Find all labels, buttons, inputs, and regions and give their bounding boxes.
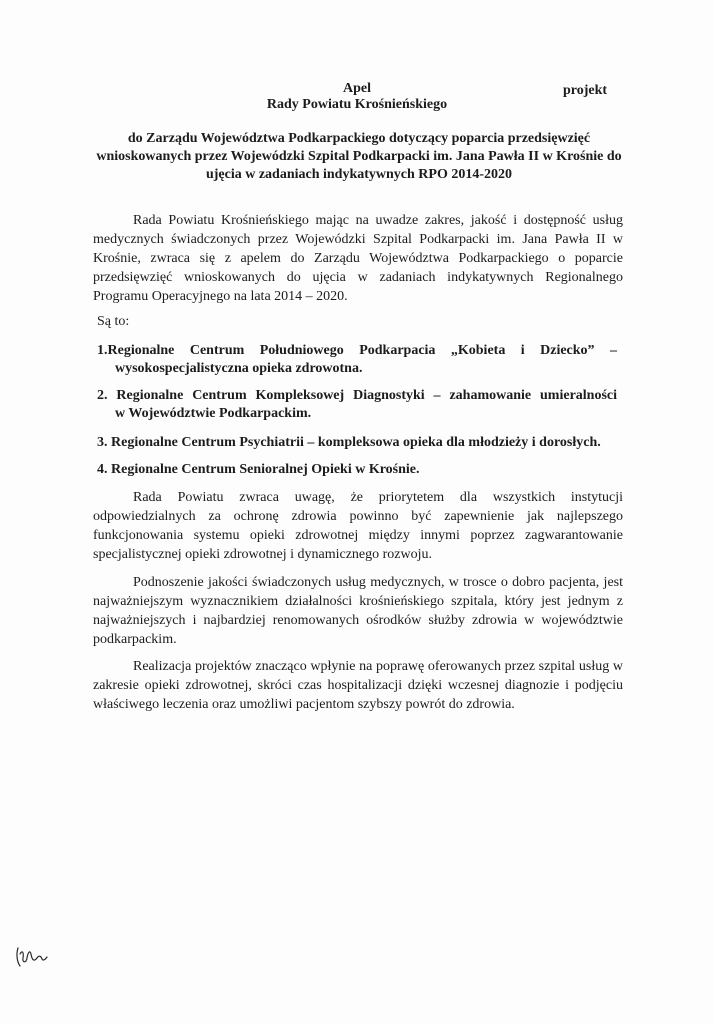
document-issuer: Rady Powiatu Krośnieńskiego [266,97,448,112]
list-item-2-number: 2. [97,388,108,403]
list-intro: Są to: [97,314,130,329]
list-item-1 [97,342,617,378]
draft-status-label: projekt [563,83,608,98]
document-subject: do Zarządu Województwa Podkarpackiego dotyczący poparcia przedsięwzięć wnioskowanych przez Wojewódzki Szpital Podkarpacki im. Jana Pawła II w Krośnie do ujęcia w zadaniach indykatywnych RPO 2014-2020 [96,131,622,182]
list-item-1-number: 1. [97,343,108,358]
list-item-2 [97,387,617,423]
paragraph-projects: Realizacja projektów znacząco wpłynie na poprawę oferowanych przez szpital usług w zakresie opieki zdrowotnej, skróci czas hospitalizacji dzięki wczesnej diagnozie i podjęciu właściwego leczenia oraz umożliwi pacjentom szybszy powrót do zdrowia. [93,659,623,712]
list-item-1-title [97,342,617,360]
intro-paragraph: Rada Powiatu Krośnieńskiego mając na uwadze zakres, jakość i dostępność usług medycznych świadczonych przez Wojewódzki Szpital Podkarpacki im. Jana Pawła II w Krośnie, zwraca się z apelem do Zarządu Województwa Podkarpackiego o poparcie przedsięwzięć wnioskowanych do ujęcia w zadaniach indykatywnych Regionalnego Programu Operacyjnego na lata 2014 – 2020. [93,213,623,304]
list-item-4 [97,461,617,479]
paragraph-priority: Rada Powiatu zwraca uwagę, że priorytetem dla wszystkich instytucji odpowiedzialnych za ochronę zdrowia powinno być zapewnienie jak najlepszego funkcjonowania systemu opieki zdrowotnej między innymi poprzez zagwarantowanie specjalistycznej opieki zdrowotnej i dynamicznego rozwoju. [93,490,623,562]
list-item-3-number: 3. [97,435,108,450]
list-item-2-title [97,387,617,405]
document-title: Apel [343,81,371,96]
paragraph-quality: Podnoszenie jakości świadczonych usług medycznych, w trosce o dobro pacjenta, jest najważniejszym wyznacznikiem działalności krośnieńskiego szpitala, który jest jednym z najważniejszych i najbardziej renomowanych ośrodków służby zdrowia w województwie podkarpackim. [93,575,623,647]
list-item-4-text: Regionalne Centrum Senioralnej Opieki w Krośnie. [111,462,420,477]
list-item-4-title [97,461,617,479]
list-item-3 [97,434,617,452]
list-item-2-continuation: w Województwie Podkarpackim. [115,406,312,421]
list-item-1-text: Regionalne Centrum Południowego Podkarpacia „Kobieta i Dziecko” – [107,343,617,358]
list-item-4-number: 4. [97,462,108,477]
list-item-1-continuation: wysokospecjalistyczna opieka zdrowotna. [115,361,363,376]
list-item-3-title [97,434,617,452]
list-item-2-text: Regionalne Centrum Kompleksowej Diagnostyki – zahamowanie umieralności [116,388,618,403]
list-item-3-text: Regionalne Centrum Psychiatrii – kompleksowa opieka dla młodzieży i dorosłych. [111,435,601,450]
handwritten-initials-icon [14,944,50,970]
